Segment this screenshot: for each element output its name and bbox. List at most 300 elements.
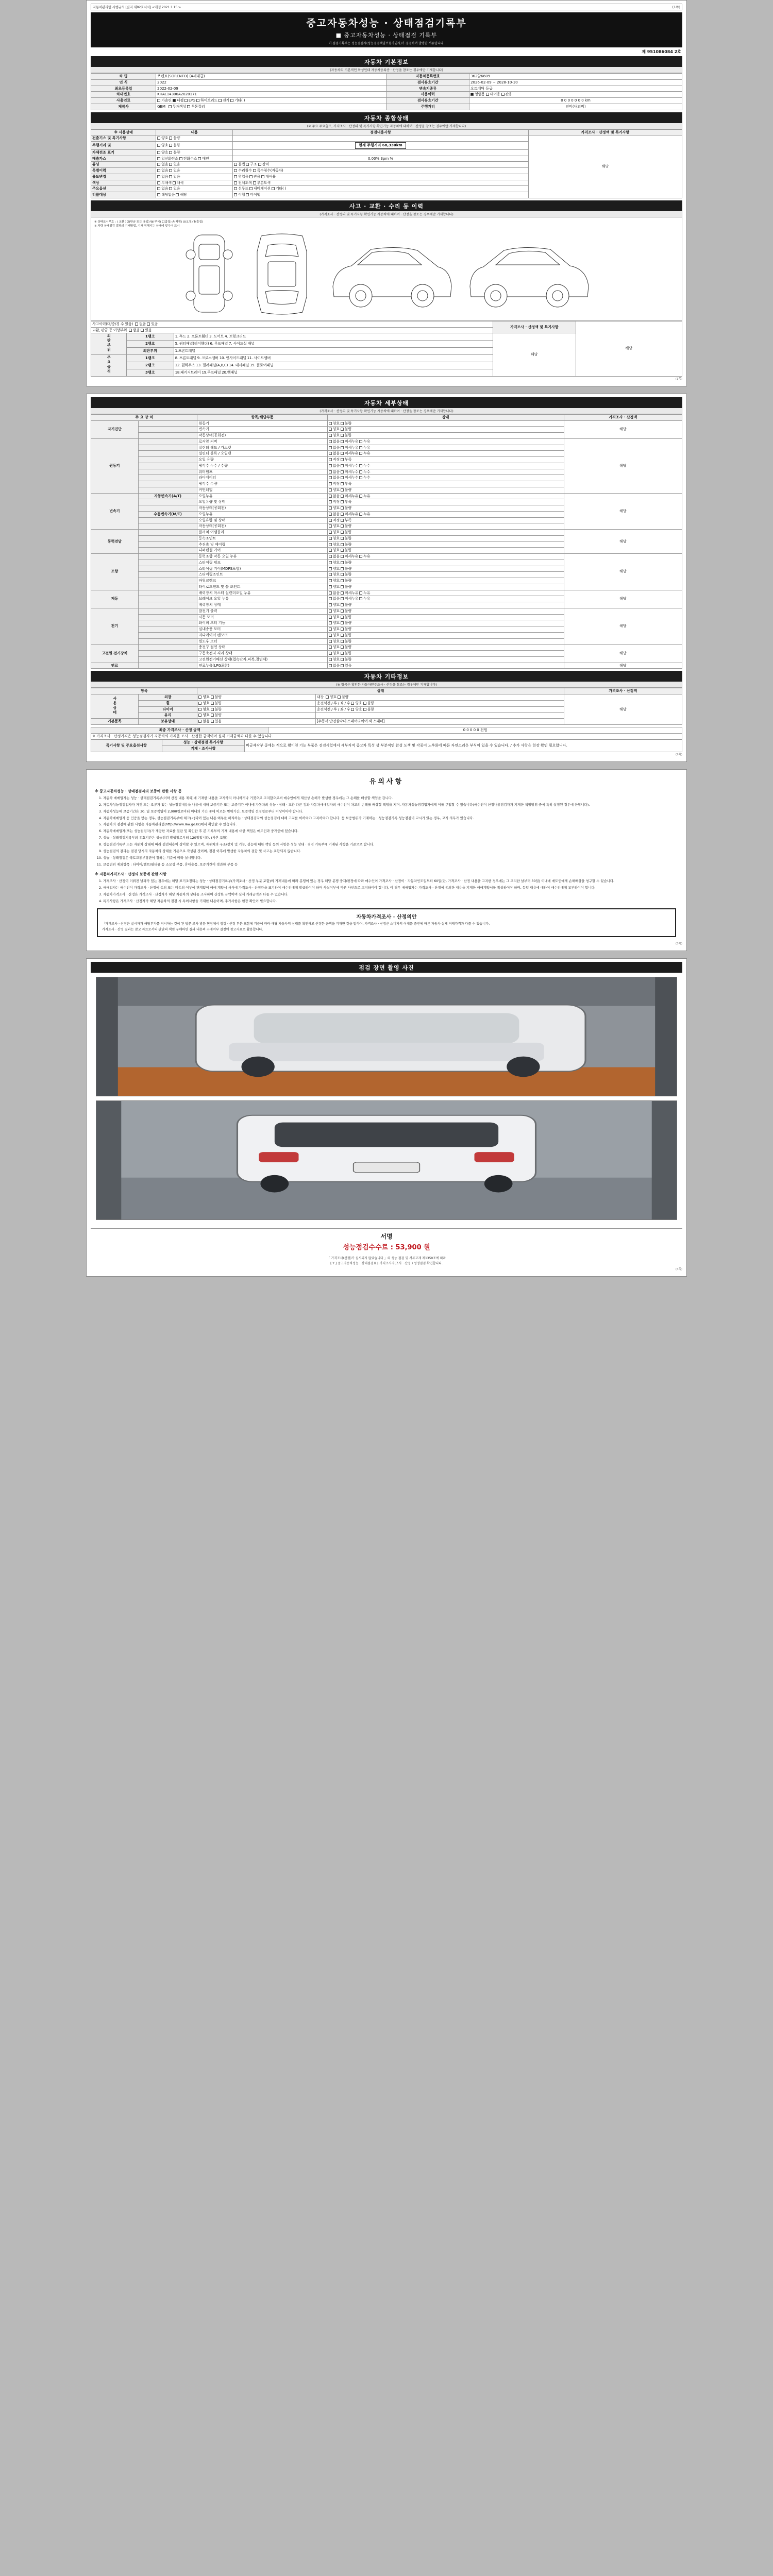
checkbox-적정[interactable] xyxy=(329,519,332,522)
guide-rule-6: 7. 성능 · 상태점검기록부의 유효기간은 성능점검 발행일로부터 120일입니다. (사본 포함) xyxy=(103,836,677,841)
checkbox-bad[interactable] xyxy=(169,151,172,154)
detail-subgroup-1-3 xyxy=(138,457,197,463)
detail-note-3: 해당 xyxy=(564,530,682,554)
checkbox-누유[interactable] xyxy=(359,555,362,558)
checkbox-good[interactable] xyxy=(198,714,201,717)
detail-subgroup-1-4 xyxy=(138,463,197,469)
others-item2-0: 내장 xyxy=(316,695,324,699)
checkbox-good[interactable] xyxy=(326,696,329,699)
others-header-1: 상태 xyxy=(197,688,564,694)
checkbox-repair-yes[interactable] xyxy=(141,329,144,332)
checkbox-미세누유[interactable] xyxy=(341,452,344,455)
condition-row-4-opts: 없음 있음 xyxy=(156,162,233,168)
checkbox-누유[interactable] xyxy=(359,440,362,443)
guide-rule-2-2: 3. 자동차가격조사 · 산정은 가격조사 · 산정자가 해당 자동차의 상태를 조사하여 산정한 금액이며 실제 거래금액과 다를 수 있습니다. xyxy=(103,892,677,897)
table-row xyxy=(91,438,682,445)
checkbox-good[interactable] xyxy=(351,708,354,711)
checkbox-chromatic[interactable] xyxy=(173,181,176,184)
checkbox-양호[interactable] xyxy=(329,524,332,528)
checkbox-미세누유[interactable] xyxy=(341,446,344,449)
checkbox-없음[interactable] xyxy=(329,476,332,479)
detail-item-1-1: 실린더 헤드 / 가스켓 xyxy=(197,445,327,451)
page-4 xyxy=(86,958,687,1277)
remarks-row-label: 성능 · 상태점검 특기사항 xyxy=(162,740,245,746)
detail-subgroup-1-2 xyxy=(138,451,197,457)
checkbox-누유[interactable] xyxy=(359,495,362,498)
page-number-1: (1쪽) xyxy=(672,5,680,9)
table-row xyxy=(91,663,682,669)
checkbox-미세누유[interactable] xyxy=(341,440,344,443)
checkbox-적정[interactable] xyxy=(329,500,332,503)
accident-check-table xyxy=(91,321,682,377)
checkbox-불량[interactable] xyxy=(341,488,344,492)
checkbox-양호[interactable] xyxy=(329,422,332,425)
detail-group-0: 자기진단 xyxy=(91,420,139,438)
detail-group-7: 고전원 전기장치 xyxy=(91,645,139,663)
detail-subgroup-3-3 xyxy=(138,548,197,554)
detail-options-4-0: 없음 미세누유 누유 xyxy=(327,554,564,560)
checkbox-usage-official[interactable] xyxy=(501,93,505,96)
checkbox-불량[interactable] xyxy=(341,652,344,655)
mileage-highlight: 현재 주행거리 68,330km xyxy=(355,142,406,149)
checkbox-양호[interactable] xyxy=(329,634,332,637)
checkbox-양호[interactable] xyxy=(329,428,332,431)
checkbox-없음[interactable] xyxy=(329,495,332,498)
detail-subgroup-3-0 xyxy=(138,530,197,536)
guide-rule-1: 2. 자동차성능점검업자가 거짓 또는 오류가 있는 성능점검내용을 내용에 대해 보증기간 또는 보증기간 이내에 자동차의 성능 · 상태 · 교환 다른 것과 자동차매매업자의 매수인이 차고의 손해를 배상할 책임을 지며, 자동차성능점검업자에게 이를 구입할 수 있습니다(매수인이 산정내용점검자가 기재한 책임범위 중에 특히 설정된 경우에 한합니다). xyxy=(103,803,677,808)
table-row xyxy=(91,493,682,499)
guide-rule-2-1: 2. 매매업자는 매수인이 가격조사 · 산정에 동의 또는 미동의 여부에 관계없이 매매 계약서 서식에 가격조사 · 산정란을 표기하여 매수인에게 발급하여야 하며 사실여부에 따른 사인으로 고지하여야 합니다. 이 경우 매매업자는 가격조사 · 산정에 동의한 내용을 기재한 매매계약서를 작성하여야 하며, 동일 내용에 대하여 매수인에게 교부하여야 합니다. xyxy=(103,886,677,891)
accident-check-row-0: 사고이력(대/중/경 수 있음) 없음 있음 xyxy=(91,321,493,327)
detail-item-5-0: 배력장치 마스터 실린더오일 누유 xyxy=(197,590,327,596)
checkbox-없음[interactable] xyxy=(329,464,332,467)
checkbox-official[interactable] xyxy=(249,175,253,178)
checkbox-있음[interactable] xyxy=(341,664,344,667)
checkbox-양호[interactable] xyxy=(329,567,332,570)
detail-options-6-3: 양호 불량 xyxy=(327,626,564,633)
checkbox-illegal[interactable] xyxy=(234,163,237,166)
detail-subgroup-4-0 xyxy=(138,554,197,560)
detail-options-2-1: 적정 부족 xyxy=(327,499,564,505)
value-mileage: 0 0 0 0 0 0 0 km xyxy=(469,98,682,104)
checkbox-미세누유[interactable] xyxy=(341,495,344,498)
checkbox-yes[interactable] xyxy=(169,175,172,178)
checkbox-done[interactable] xyxy=(234,193,237,196)
others-opts-2: 양호 불량 xyxy=(197,706,315,713)
basic-info-table xyxy=(91,73,682,110)
photo-section-title: 점검 장면 촬영 사진 xyxy=(91,962,682,973)
page-footer-4: (4쪽) xyxy=(675,1268,682,1272)
checkbox-누유[interactable] xyxy=(359,452,362,455)
checkbox-미세누유[interactable] xyxy=(341,513,344,516)
checkbox-good[interactable] xyxy=(157,137,160,140)
checkbox-rental[interactable] xyxy=(261,175,264,178)
checkbox-bad[interactable] xyxy=(363,702,366,705)
checkbox-부족[interactable] xyxy=(341,500,344,503)
checkbox-부족[interactable] xyxy=(341,482,344,485)
detail-options-2-3: 없음 미세누유 누유 xyxy=(327,511,564,517)
fee-label: 성능점검수수료 : xyxy=(343,1244,393,1252)
guide-rule-2: 3. 자동차성능에 보증기간은 30. 일 보증책임이 2,000킬로미터 이내의 기간 중에 이르는 범위기간, 보증책임 선정일로부터 이상이어야 합니다. xyxy=(103,809,677,815)
checkbox-불량[interactable] xyxy=(341,646,344,649)
checkbox-partial-paint[interactable] xyxy=(253,181,256,184)
condition-row-5-detail: 수리침수 특수침수(자동차) xyxy=(233,168,529,174)
checkbox-없음[interactable] xyxy=(329,555,332,558)
checkbox-없음[interactable] xyxy=(329,440,332,443)
checkbox-fuel-gasoline[interactable] xyxy=(157,99,160,102)
checkbox-불량[interactable] xyxy=(341,543,344,546)
checkbox-accident-yes[interactable] xyxy=(147,323,150,326)
checkbox-불량[interactable] xyxy=(341,585,344,588)
form-header-note xyxy=(91,4,682,10)
checkbox-yes[interactable] xyxy=(169,187,172,190)
checkbox-bad[interactable] xyxy=(211,714,214,717)
inspection-photo-underbody xyxy=(96,977,677,1096)
page-footer-3: (3쪽) xyxy=(675,942,682,946)
checkbox-부족[interactable] xyxy=(341,519,344,522)
car-diagram-front xyxy=(178,230,240,317)
checkbox-good[interactable] xyxy=(351,702,354,705)
checkbox-양호[interactable] xyxy=(329,646,332,649)
detail-item-6-3: 실내송풍 모터 xyxy=(197,626,327,633)
checkbox-fuel-etc[interactable] xyxy=(230,99,233,102)
detail-subgroup-4-2 xyxy=(138,566,197,572)
guide-rule-7: 8. 성능점검기록부 또는 자동차 상태에 따라 검검내용이 상이할 수 있으며, 자동차의 구조/장치 및 기능, 성능에 대한 책임 등의 사항은 성능 상태 · 점검 기록부에 기재된 사항을 기준으로 합니다. xyxy=(103,842,677,848)
checkbox-누수[interactable] xyxy=(359,464,362,467)
checkbox-불량[interactable] xyxy=(341,573,344,576)
label-year: 연 식 xyxy=(91,79,156,86)
detail-subgroup-5-0 xyxy=(138,590,197,596)
checkbox-불량[interactable] xyxy=(341,603,344,606)
checkbox-없음[interactable] xyxy=(329,597,332,600)
checkbox-미세누수[interactable] xyxy=(341,476,344,479)
checkbox-불량[interactable] xyxy=(341,567,344,570)
checkbox-미세누수[interactable] xyxy=(341,470,344,473)
panel-note: 해당 xyxy=(493,333,576,377)
checkbox-누유[interactable] xyxy=(359,591,362,595)
checkbox-양호[interactable] xyxy=(329,573,332,576)
checkbox-미세누유[interactable] xyxy=(341,597,344,600)
detail-subgroup-5-2 xyxy=(138,602,197,608)
checkbox-navigation[interactable] xyxy=(249,187,253,190)
checkbox-none[interactable] xyxy=(157,175,160,178)
checkbox-없음[interactable] xyxy=(329,513,332,516)
checkbox-business[interactable] xyxy=(234,175,237,178)
detail-options-0-1: 양호 불량 xyxy=(327,427,564,433)
checkbox-accident-none[interactable] xyxy=(135,323,138,326)
checkbox-미세누수[interactable] xyxy=(341,464,344,467)
checkbox-yes[interactable] xyxy=(169,169,172,172)
checkbox-bad[interactable] xyxy=(169,144,172,147)
others-basic-detail: [수동서 안전삼각대 스페어타이어 잭 스패너] xyxy=(315,719,564,725)
others-header-2: 가격조사 · 산정액 xyxy=(564,688,682,694)
rank-label-2: 외판부위 xyxy=(126,348,174,355)
checkbox-fuel-lpg[interactable] xyxy=(184,99,188,102)
checkbox-flood[interactable] xyxy=(234,169,237,172)
accident-note-label: 가격조사 · 산정액 및 특기사항 xyxy=(493,321,576,333)
document-subtitle: ■ 중고자동차성능 · 상태점검 기록부 xyxy=(335,32,438,39)
checkbox-full-paint[interactable] xyxy=(234,181,237,184)
checkbox-불량[interactable] xyxy=(341,634,344,637)
checkbox-applicable[interactable] xyxy=(176,193,179,196)
checkbox-누수[interactable] xyxy=(359,470,362,473)
checkbox-양호[interactable] xyxy=(329,652,332,655)
checkbox-structure[interactable] xyxy=(246,163,249,166)
detail-subgroup-1-5 xyxy=(138,469,197,475)
checkbox-good[interactable] xyxy=(157,144,160,147)
checkbox-불량[interactable] xyxy=(341,640,344,643)
checkbox-불량[interactable] xyxy=(341,549,344,552)
detail-item-3-1: 등속조인트 xyxy=(197,535,327,541)
value-reg-no: 362암6609 xyxy=(469,74,682,80)
checkbox-양호[interactable] xyxy=(329,603,332,606)
checkbox-누수[interactable] xyxy=(359,476,362,479)
detail-group-6: 전기 xyxy=(91,608,139,645)
others-detail-3 xyxy=(315,713,564,719)
others-basic-item: 보유상태 xyxy=(138,719,197,725)
detail-header-1: 항목/해당부품 xyxy=(197,414,327,420)
condition-note: 해당 xyxy=(528,135,682,198)
label-maker: 제작사 xyxy=(91,104,156,110)
condition-row-7-name: 색상 xyxy=(91,180,156,186)
detail-note-5: 해당 xyxy=(564,590,682,608)
detail-item-4-0: 동력조향 작동 오일 누유 xyxy=(197,554,327,560)
checkbox-usage-rental[interactable] xyxy=(486,93,489,96)
checkbox-fuel-diesel[interactable] xyxy=(173,99,176,102)
checkbox-color-solid[interactable] xyxy=(169,105,172,108)
checkbox-불량[interactable] xyxy=(341,428,344,431)
value-fuel: 가솔린 디젤 LPG 하이브리드 전기 기타( ) xyxy=(156,98,386,104)
declaration-p2: 가격조사 · 산정 결과는 참고 자료로서의 판단의 책임 구매하면 결과 내용의 구매여부 결정에 참고자료로 활용합니다. xyxy=(102,927,263,931)
checkbox-color-two[interactable] xyxy=(187,105,190,108)
detail-item-4-5: 타이로드엔드 및 볼 조인트 xyxy=(197,584,327,590)
checkbox-양호[interactable] xyxy=(329,506,332,510)
detail-subgroup-7-0 xyxy=(138,645,197,651)
checkbox-양호[interactable] xyxy=(329,579,332,582)
checkbox-co[interactable] xyxy=(157,157,160,160)
checkbox-미세누유[interactable] xyxy=(341,555,344,558)
checkbox-achromatic[interactable] xyxy=(157,181,160,184)
checkbox-없음[interactable] xyxy=(329,470,332,473)
remarks-row2-label: 기재 · 조사사항 xyxy=(162,746,245,752)
condition-row-5-opts: 없음 있음 xyxy=(156,168,233,174)
value-usage: 영업용 대여용 관용 xyxy=(469,92,682,98)
checkbox-양호[interactable] xyxy=(329,549,332,552)
checkbox-good[interactable] xyxy=(198,696,201,699)
detail-options-1-5: 없음 미세누수 누수 xyxy=(327,469,564,475)
declaration-title: 자동차가격조사 · 산정의안 xyxy=(356,914,417,920)
checkbox-bad[interactable] xyxy=(363,708,366,711)
checkbox-bad[interactable] xyxy=(169,137,172,140)
detail-item-2-1: 오일유량 및 상태 xyxy=(197,499,327,505)
detail-group-4: 조향 xyxy=(91,554,139,590)
checkbox-yes[interactable] xyxy=(169,163,172,166)
checkbox-불량[interactable] xyxy=(341,537,344,540)
checkbox-none[interactable] xyxy=(157,187,160,190)
checkbox-양호[interactable] xyxy=(329,561,332,564)
detail-item-8-0: 연료누출(LPG포함) xyxy=(197,663,327,669)
checkbox-양호[interactable] xyxy=(329,543,332,546)
checkbox-없음[interactable] xyxy=(329,446,332,449)
section-title-others: 자동차 기타정보 xyxy=(91,671,682,682)
rank-parts-6: 18.패키지트레이 19.루프패널 20.백패널 xyxy=(174,369,493,376)
condition-row-0-opts: 양호 불량 xyxy=(156,135,233,142)
condition-row-3-detail: 0.00% 3pm % xyxy=(233,156,529,162)
checkbox-양호[interactable] xyxy=(329,609,332,613)
detail-options-2-5: 양호 불량 xyxy=(327,523,564,530)
checkbox-없음[interactable] xyxy=(329,664,332,667)
page-3 xyxy=(86,769,687,951)
form-code: 자동차관리법 시행규칙 [별지 제82호서식] <개정 2021.1.15.> xyxy=(93,5,181,9)
checkbox-hc[interactable] xyxy=(179,157,182,160)
checkbox-special[interactable] xyxy=(253,169,256,172)
checkbox-bad[interactable] xyxy=(211,696,214,699)
checkbox-양호[interactable] xyxy=(329,585,332,588)
value-year: 2022 xyxy=(156,79,386,86)
checkbox-yes[interactable] xyxy=(211,720,214,723)
checkbox-불량[interactable] xyxy=(341,524,344,528)
checkbox-불량[interactable] xyxy=(341,434,344,437)
checkbox-sunroof[interactable] xyxy=(234,187,237,190)
detail-item-0-2: 작동상태(공회전) xyxy=(197,433,327,439)
checkbox-양호[interactable] xyxy=(329,488,332,492)
checkbox-불량[interactable] xyxy=(341,579,344,582)
checkbox-양호[interactable] xyxy=(329,628,332,631)
checkbox-불량[interactable] xyxy=(341,628,344,631)
rank-label-6: 3랭크 xyxy=(126,369,174,376)
detail-subgroup-1-6 xyxy=(138,475,197,481)
checkbox-불량[interactable] xyxy=(341,616,344,619)
checkbox-good[interactable] xyxy=(198,708,201,711)
checkbox-누유[interactable] xyxy=(359,446,362,449)
condition-row-8-opts: 없음 있음 xyxy=(156,186,233,192)
checkbox-양호[interactable] xyxy=(329,531,332,534)
condition-row-7-detail: 전체도색 부분도색 xyxy=(233,180,529,186)
checkbox-불량[interactable] xyxy=(341,621,344,624)
detail-options-7-2: 양호 불량 xyxy=(327,656,564,663)
checkbox-not-done[interactable] xyxy=(246,193,249,196)
footer-line-2: [ Y ] 중고자동차성능 · 상태점검표 [ 가격조사자(조사 · 산정 ) 성명점검 확인합니다. xyxy=(330,1261,443,1265)
checkbox-양호[interactable] xyxy=(329,616,332,619)
accident-check-label-0: 사고이력(대/중/경 수 있음) xyxy=(92,321,133,326)
detail-item-1-5: 워터펌프 xyxy=(197,469,327,475)
checkbox-적정[interactable] xyxy=(329,482,332,485)
detail-options-6-1: 양호 불량 xyxy=(327,614,564,620)
checkbox-fuel-hybrid[interactable] xyxy=(196,99,199,102)
detail-options-4-5: 양호 불량 xyxy=(327,584,564,590)
checkbox-양호[interactable] xyxy=(329,621,332,624)
rank-parts-1: 5. 쿼터패널(리어휀더) 6. 루프패널 7. 사이드실 패널 xyxy=(174,341,493,348)
checkbox-none[interactable] xyxy=(157,169,160,172)
condition-table xyxy=(91,129,682,198)
table-row xyxy=(91,694,682,701)
checkbox-smoke[interactable] xyxy=(198,157,201,160)
checkbox-repair-none[interactable] xyxy=(129,329,132,332)
detail-item-6-1: 시동 모터 xyxy=(197,614,327,620)
checkbox-bad[interactable] xyxy=(211,702,214,705)
checkbox-불량[interactable] xyxy=(341,561,344,564)
others-item2-1: 운전석전 / 후 / 좌 / 우 xyxy=(316,701,350,705)
checkbox-not-applicable[interactable] xyxy=(157,193,160,196)
detail-options-8-0: 없음 있음 xyxy=(327,663,564,669)
detail-item-6-5: 윈도우 모터 xyxy=(197,638,327,645)
checkbox-없음[interactable] xyxy=(329,452,332,455)
detail-item-3-3: 디퍼렌셜 기어 xyxy=(197,548,327,554)
condition-header-3: 가격조사 · 산정액 및 특기사항 xyxy=(528,129,682,135)
checkbox-양호[interactable] xyxy=(329,537,332,540)
page-footer-2: (2쪽) xyxy=(675,753,682,756)
checkbox-good[interactable] xyxy=(157,151,160,154)
others-detail-2: 운전석전 / 후 / 좌 / 우 양호 불량 xyxy=(315,706,564,713)
checkbox-fuel-electric[interactable] xyxy=(219,99,222,102)
checkbox-bad[interactable] xyxy=(338,696,341,699)
detail-item-1-2: 실린더 블록 / 오일팬 xyxy=(197,451,327,457)
checkbox-불량[interactable] xyxy=(341,609,344,613)
checkbox-etc-option[interactable] xyxy=(272,187,275,190)
checkbox-양호[interactable] xyxy=(329,658,332,661)
checkbox-불량[interactable] xyxy=(341,422,344,425)
checkbox-none[interactable] xyxy=(157,163,160,166)
checkbox-부족[interactable] xyxy=(341,458,344,461)
checkbox-good[interactable] xyxy=(198,702,201,705)
detail-options-3-0: 양호 불량 xyxy=(327,530,564,536)
detail-header-3: 가격조사 · 산정액 xyxy=(564,414,682,420)
signature-footer xyxy=(91,1255,682,1267)
detail-options-1-1: 없음 미세누유 누유 xyxy=(327,445,564,451)
guide-title: 유의사항 xyxy=(369,777,404,786)
detail-subgroup-4-4 xyxy=(138,578,197,584)
section-sub-condition: (※ 주요 주요출조, 가격조사 · 산정의 및 특기사항 확인기능 자동차에 대하여 · 산정을 참조는 경우에만 기재합니다) xyxy=(91,123,682,129)
condition-row-6-name: 용도변경 xyxy=(91,174,156,180)
checkbox-미세누유[interactable] xyxy=(341,591,344,595)
detail-options-6-5: 양호 불량 xyxy=(327,638,564,645)
detail-item-4-2: 스티어링 기어(MDPS포함) xyxy=(197,566,327,572)
checkbox-적정[interactable] xyxy=(329,458,332,461)
checkbox-bad[interactable] xyxy=(211,708,214,711)
page-title: 중고자동차성능 · 상태점검기록부 xyxy=(306,18,467,29)
detail-subgroup-7-1 xyxy=(138,651,197,657)
label-transmission: 변속기종류 xyxy=(386,86,469,92)
detail-item-1-4: 냉각수 누수 / 수량 xyxy=(197,463,327,469)
checkbox-불량[interactable] xyxy=(341,658,344,661)
checkbox-none[interactable] xyxy=(198,720,201,723)
checkbox-양호[interactable] xyxy=(329,640,332,643)
photo-area xyxy=(91,973,682,1228)
checkbox-누유[interactable] xyxy=(359,597,362,600)
detail-options-0-2: 양호 불량 xyxy=(327,433,564,439)
checkbox-양호[interactable] xyxy=(329,434,332,437)
value-car-name: 쏘렌토(SORENTO) (4세대급) xyxy=(156,74,386,80)
document-number xyxy=(92,49,681,55)
detail-item-3-0: 클러치 어셈블리 xyxy=(197,530,327,536)
others-basic-opts: 없음 있음 xyxy=(197,719,315,725)
table-row xyxy=(91,590,682,596)
detail-item-1-0: 로커암 커버 xyxy=(197,438,327,445)
checkbox-없음[interactable] xyxy=(329,591,332,595)
detail-options-3-2: 양호 불량 xyxy=(327,541,564,548)
checkbox-누유[interactable] xyxy=(359,513,362,516)
checkbox-불량[interactable] xyxy=(341,506,344,510)
condition-row-1-opts: 양호 불량 xyxy=(156,142,233,150)
checkbox-device[interactable] xyxy=(258,163,261,166)
detail-note-1: 해당 xyxy=(564,438,682,493)
inspection-fee xyxy=(91,1242,682,1255)
checkbox-불량[interactable] xyxy=(341,531,344,534)
table-row xyxy=(91,530,682,536)
detail-item-7-1: 구동축전지 격리 상태 xyxy=(197,651,327,657)
checkbox-usage-business[interactable] xyxy=(470,93,474,96)
condition-row-6-detail: 영업용 관용 대여용 xyxy=(233,174,529,180)
